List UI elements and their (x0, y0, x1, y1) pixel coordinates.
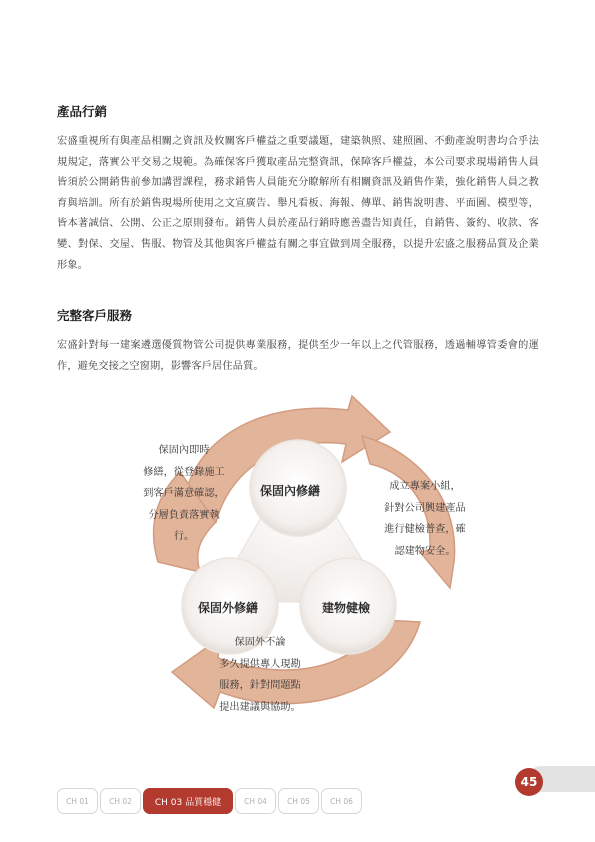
chapter-tab-ch04[interactable]: CH 04 (235, 788, 276, 814)
section-title-product-marketing: 產品行銷 (57, 104, 108, 119)
section-title-complete-service: 完整客戶服務 (57, 308, 133, 323)
node-label-post-warranty-repair: 保固外修繕 (197, 601, 259, 615)
page-number: 45 (515, 768, 543, 796)
desc-post-warranty-repair: 保固外不論 多久提供專人現勘 服務，針對問題點 提出建議與協助。 (219, 637, 301, 713)
chapter-tab-ch01[interactable]: CH 01 (57, 788, 98, 814)
node-label-health-check: 建物健檢 (321, 601, 371, 615)
chapter-tab-ch06[interactable]: CH 06 (321, 788, 362, 814)
paragraph-complete-service: 宏盛針對每一建案遴選優質物管公司提供專業服務，提供至少一年以上之代管服務，透過輔導管委會的運作，避免交接之空窗期，影響客戶居住品質。 (57, 340, 539, 372)
node-label-warranty-repair: 保固內修繕 (259, 484, 321, 498)
desc-warranty-repair: 保固內即時 修繕，從登錄施工 到客戶滿意確認， 分層負責落實執 行。 (143, 445, 225, 542)
chapter-navigation (57, 788, 364, 814)
paragraph-product-marketing: 宏盛重視所有與產品相關之資訊及攸關客戶權益之重要議題，建築執照、建照圖、不動產說明書均合乎法規規定，落實公平交易之規範。為確保客戶獲取產品完整資訊，保障客戶權益，本公司要求現場銷售人員皆須於公開銷售前參加講習課程，務求銷售人員能充分瞭解所有相關資訊及銷售作業，強化銷售人員之教育與培訓。所有於銷售現場所使用之文宣廣告、舉凡看板、海報、傳單、銷售說明書、平面圖、模型等，皆本著誠信、公開、公正之原則發布。銷售人員於產品行銷時應善盡告知責任，自銷售、簽約、收款、客變、對保、交屋、售服、物管及其他與客戶權益有關之事宜做到周全服務，以提升宏盛之服務品質及企業形象。 (57, 136, 539, 271)
desc-health-check: 成立專案小組， 針對公司興建產品 進行健檢普查，確 認建物安全。 (384, 481, 466, 557)
chapter-tab-ch02[interactable]: CH 02 (100, 788, 141, 814)
chapter-tab-ch03[interactable]: CH 03 品質穩健 (143, 788, 233, 814)
chapter-tab-ch05[interactable]: CH 05 (278, 788, 319, 814)
